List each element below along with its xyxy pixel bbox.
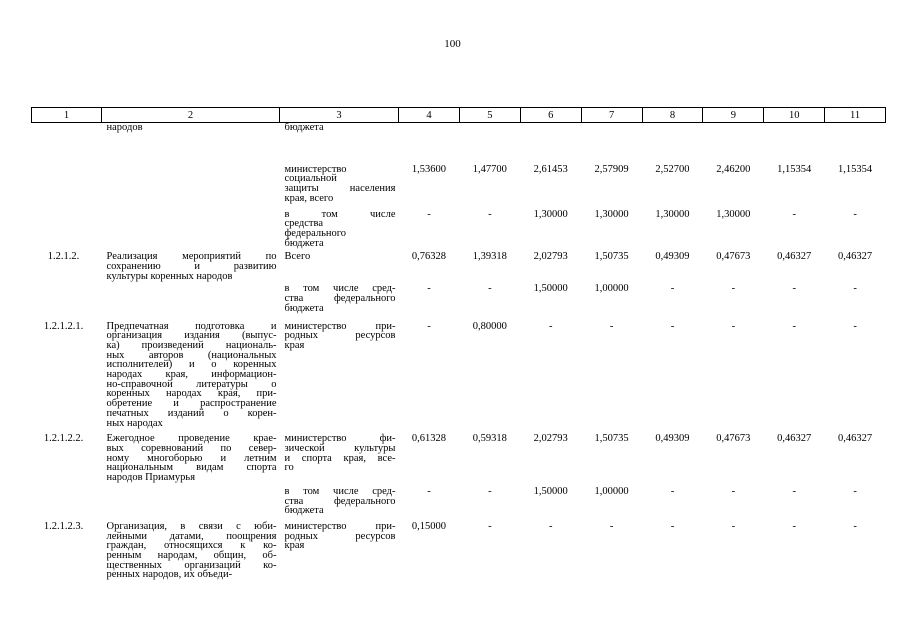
value-cell: 2,02793 bbox=[533, 251, 568, 263]
header-cell: 4 bbox=[399, 108, 460, 123]
table-row bbox=[32, 284, 886, 313]
value-cell: 0,47673 bbox=[716, 433, 751, 445]
item-code: 1.2.1.2.3. bbox=[43, 520, 84, 532]
header-cell: 10 bbox=[764, 108, 825, 123]
source-line: министерство bbox=[284, 163, 347, 175]
value-cell bbox=[825, 123, 886, 133]
value-cell: - bbox=[427, 485, 431, 497]
source-line: в том числе сред- bbox=[284, 485, 396, 497]
value-cell: 0,61328 bbox=[411, 433, 446, 445]
description-line: Ежегодное проведение крае- bbox=[106, 433, 277, 445]
value-cell: 0,59318 bbox=[472, 433, 507, 445]
description-line: культуры коренных народов bbox=[106, 270, 233, 282]
header-cell: 3 bbox=[280, 108, 399, 123]
item-code bbox=[32, 487, 102, 516]
value-cell: 1,50735 bbox=[594, 251, 629, 263]
source-line: средства bbox=[284, 218, 324, 230]
source-line: родных ресурсов bbox=[284, 330, 396, 342]
description-line: вых соревнований по север- bbox=[106, 442, 277, 454]
value-cell: 1,00000 bbox=[594, 283, 629, 295]
item-description bbox=[102, 123, 280, 133]
description-line: народов bbox=[106, 122, 143, 133]
funding-source bbox=[280, 434, 399, 483]
description-line: граждан, относящихся к ко- bbox=[106, 540, 277, 552]
item-code: 1.2.1.2. bbox=[47, 251, 80, 263]
value-cell: 2,57909 bbox=[594, 163, 629, 175]
funding-source bbox=[280, 123, 399, 133]
value-cell bbox=[764, 123, 825, 133]
value-cell: - bbox=[853, 208, 857, 220]
source-line: министерство при- bbox=[284, 520, 396, 532]
item-code bbox=[32, 165, 102, 204]
value-cell: 1,47700 bbox=[472, 163, 507, 175]
header-cell: 2 bbox=[102, 108, 280, 123]
item-code: 1.2.1.2.1. bbox=[43, 320, 84, 332]
description-line: лейными датами, поощрения bbox=[106, 530, 277, 542]
source-line: родных ресурсов bbox=[284, 530, 396, 542]
value-cell: - bbox=[609, 520, 614, 532]
value-cell: - bbox=[488, 485, 492, 497]
description-line: Реализация мероприятий по bbox=[106, 251, 277, 263]
funding-source bbox=[280, 322, 399, 429]
value-cell: - bbox=[792, 485, 796, 497]
value-cell: - bbox=[853, 283, 857, 295]
value-cell: 1,30000 bbox=[533, 208, 568, 220]
table-row bbox=[32, 210, 886, 249]
description-line: организация издания (выпус- bbox=[106, 330, 277, 342]
page-number: 100 bbox=[444, 38, 461, 50]
table-row bbox=[32, 165, 886, 204]
source-line: министерство фи- bbox=[284, 433, 396, 445]
source-line: края bbox=[284, 339, 305, 351]
value-cell: 1,30000 bbox=[655, 208, 690, 220]
budget-table bbox=[31, 107, 886, 580]
value-cell: - bbox=[731, 485, 736, 497]
description-line: обретение и распространение bbox=[106, 398, 277, 410]
value-cell: - bbox=[670, 485, 675, 497]
source-line: ства федерального bbox=[284, 293, 396, 305]
header-cell: 11 bbox=[825, 108, 886, 123]
header-cell: 8 bbox=[642, 108, 703, 123]
source-line: в том числе bbox=[284, 208, 396, 220]
header-cell: 6 bbox=[520, 108, 581, 123]
description-line: Организация, в связи с юби- bbox=[106, 520, 277, 532]
header-cell: 7 bbox=[581, 108, 642, 123]
source-line: края, всего bbox=[284, 192, 334, 204]
value-cell: 1,39318 bbox=[472, 251, 507, 263]
description-line: ренным народам, общин, об- bbox=[106, 550, 277, 562]
description-line: народов Приамурья bbox=[106, 472, 196, 484]
value-cell: 0,47673 bbox=[716, 251, 751, 263]
item-description bbox=[102, 522, 280, 580]
value-cell: - bbox=[670, 283, 675, 295]
item-description bbox=[102, 434, 280, 483]
funding-source bbox=[280, 165, 399, 204]
item-description bbox=[102, 252, 280, 281]
description-line: ных авторов (национальных bbox=[106, 349, 277, 361]
value-cell: - bbox=[670, 520, 675, 532]
value-cell: - bbox=[609, 320, 614, 332]
value-cell: - bbox=[731, 320, 736, 332]
source-line: федерального bbox=[284, 227, 347, 239]
value-cell: - bbox=[792, 208, 796, 220]
value-cell: - bbox=[548, 320, 553, 332]
description-line: народах края, информацион- bbox=[106, 369, 277, 381]
value-cell: 0,80000 bbox=[472, 320, 507, 332]
value-cell: 0,76328 bbox=[411, 251, 446, 263]
source-line: в том числе сред- bbox=[284, 283, 396, 295]
value-cell: 1,15354 bbox=[838, 163, 873, 175]
value-cell: - bbox=[731, 520, 736, 532]
source-line: бюджета bbox=[284, 237, 324, 249]
value-cell bbox=[520, 123, 581, 133]
value-cell: 0,49309 bbox=[655, 433, 690, 445]
description-line: национальным видам спорта bbox=[106, 462, 277, 474]
table-row bbox=[32, 487, 886, 516]
value-cell: - bbox=[488, 208, 492, 220]
source-line: бюджета bbox=[284, 302, 324, 314]
item-description bbox=[102, 322, 280, 429]
funding-source bbox=[280, 487, 399, 516]
funding-source bbox=[280, 284, 399, 313]
item-code bbox=[32, 123, 102, 133]
value-cell: 0,46327 bbox=[777, 433, 812, 445]
value-cell: - bbox=[792, 283, 796, 295]
item-description bbox=[102, 487, 280, 516]
description-line: ных народах bbox=[106, 417, 163, 429]
funding-source bbox=[280, 522, 399, 580]
spacer-cell bbox=[32, 133, 886, 165]
value-cell: - bbox=[670, 320, 675, 332]
value-cell: - bbox=[853, 320, 857, 332]
funding-source bbox=[280, 210, 399, 249]
value-cell: 0,15000 bbox=[411, 520, 446, 532]
item-code: 1.2.1.2.2. bbox=[43, 433, 84, 445]
value-cell: 1,00000 bbox=[594, 485, 629, 497]
value-cell: 1,15354 bbox=[777, 163, 812, 175]
value-cell bbox=[642, 123, 703, 133]
item-code bbox=[32, 284, 102, 313]
value-cell: - bbox=[427, 320, 431, 332]
funding-source bbox=[280, 252, 399, 281]
source-line: бюджета bbox=[284, 505, 324, 517]
value-cell: - bbox=[488, 283, 492, 295]
value-cell: 1,53600 bbox=[411, 163, 446, 175]
source-line: ства федерального bbox=[284, 495, 396, 507]
value-cell: - bbox=[731, 283, 736, 295]
description-line: ному многоборью и летним bbox=[106, 452, 277, 464]
source-line: бюджета bbox=[284, 122, 324, 133]
item-code bbox=[32, 210, 102, 249]
description-line: но-справочной литературы о bbox=[106, 378, 277, 390]
value-cell: - bbox=[488, 520, 492, 532]
description-line: ренных народов, их объеди- bbox=[106, 569, 233, 581]
value-cell: 2,02793 bbox=[533, 433, 568, 445]
source-line: социальной bbox=[284, 173, 337, 185]
value-cell: - bbox=[853, 520, 857, 532]
table-row bbox=[32, 522, 886, 580]
value-cell: 0,46327 bbox=[838, 251, 873, 263]
value-cell: 2,61453 bbox=[533, 163, 568, 175]
value-cell: - bbox=[792, 520, 796, 532]
value-cell: 1,50000 bbox=[533, 485, 568, 497]
value-cell: 1,30000 bbox=[716, 208, 751, 220]
header-cell: 5 bbox=[459, 108, 520, 123]
value-cell bbox=[459, 123, 520, 133]
value-cell: - bbox=[548, 520, 553, 532]
value-cell: - bbox=[792, 320, 796, 332]
value-cell bbox=[399, 123, 460, 133]
column-number-header bbox=[32, 108, 886, 123]
description-line: ка) произведений националь- bbox=[106, 339, 277, 351]
table-row bbox=[32, 252, 886, 281]
value-cell: 2,52700 bbox=[655, 163, 690, 175]
header-cell: 1 bbox=[32, 108, 102, 123]
description-line: печатных изданий о корен- bbox=[106, 407, 277, 419]
row-spacer bbox=[32, 133, 886, 165]
value-cell bbox=[703, 123, 764, 133]
table-row bbox=[32, 322, 886, 429]
value-cell bbox=[581, 123, 642, 133]
value-cell: - bbox=[853, 485, 857, 497]
description-line: Предпечатная подготовка и bbox=[106, 320, 277, 332]
item-description bbox=[102, 210, 280, 249]
item-description bbox=[102, 284, 280, 313]
value-cell: - bbox=[427, 283, 431, 295]
source-line: и спорта края, все- bbox=[284, 452, 396, 464]
table-row bbox=[32, 123, 886, 133]
value-cell: 1,50000 bbox=[533, 283, 568, 295]
value-cell: 1,30000 bbox=[594, 208, 629, 220]
description-line: коренных народах края, при- bbox=[106, 388, 277, 400]
value-cell: 0,46327 bbox=[777, 251, 812, 263]
header-cell: 9 bbox=[703, 108, 764, 123]
description-line: исполнителей) и о коренных bbox=[106, 359, 277, 371]
source-line: Всего bbox=[284, 251, 311, 263]
value-cell: 0,49309 bbox=[655, 251, 690, 263]
value-cell: 2,46200 bbox=[716, 163, 751, 175]
description-line: щественных организаций ко- bbox=[106, 559, 277, 571]
table-row bbox=[32, 434, 886, 483]
source-line: го bbox=[284, 462, 294, 474]
description-line: сохранению и развитию bbox=[106, 261, 277, 273]
value-cell: 0,46327 bbox=[838, 433, 873, 445]
value-cell: - bbox=[427, 208, 431, 220]
source-line: защиты населения bbox=[284, 183, 396, 195]
source-line: министерство при- bbox=[284, 320, 396, 332]
source-line: края bbox=[284, 540, 305, 552]
item-description bbox=[102, 165, 280, 204]
source-line: зической культуры bbox=[284, 442, 396, 454]
value-cell: 1,50735 bbox=[594, 433, 629, 445]
